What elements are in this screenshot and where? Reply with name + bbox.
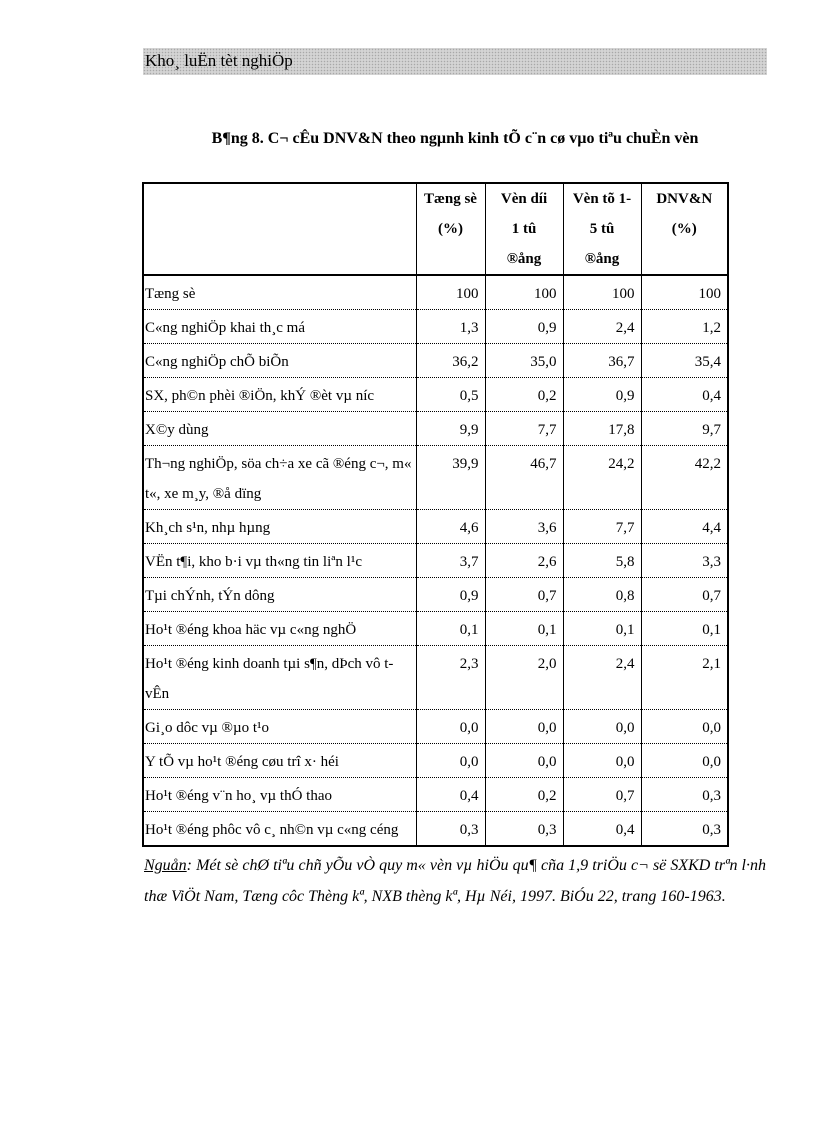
row-value: 0,9 — [416, 578, 485, 612]
row-value: 2,3 — [416, 646, 485, 710]
header-line: ®ång — [584, 251, 620, 267]
row-label: Gi¸o dôc vµ ®µo t¹o — [143, 710, 416, 744]
row-value: 0,4 — [416, 778, 485, 812]
header-line: Vèn díi — [500, 191, 548, 207]
table-row — [143, 710, 728, 744]
table-row — [143, 812, 728, 847]
row-value: 100 — [416, 275, 485, 310]
row-value: 17,8 — [563, 412, 641, 446]
table-row — [143, 378, 728, 412]
header-cell-dnvn — [641, 183, 728, 275]
row-label: Kh¸ch s¹n, nhµ hµng — [143, 510, 416, 544]
row-value: 0,1 — [416, 612, 485, 646]
row-value: 0,0 — [416, 744, 485, 778]
row-value: 0,7 — [563, 778, 641, 812]
row-label: X©y dùng — [143, 412, 416, 446]
page-header-text: Kho¸ luËn tèt nghiÖp — [145, 51, 293, 70]
row-value: 0,0 — [485, 744, 563, 778]
row-label: Th¬ng nghiÖp, söa ch÷a xe cã ®éng c¬, m« t«, xe m¸y, ®å dïng — [143, 446, 416, 510]
header-line — [419, 244, 483, 274]
row-label: SX, ph©n phèi ®iÖn, khÝ ®èt vµ níc — [143, 378, 416, 412]
row-label: Ho¹t ®éng khoa häc vµ c«ng nghÖ — [143, 612, 416, 646]
row-value: 1,2 — [641, 310, 728, 344]
row-value: 0,0 — [563, 710, 641, 744]
header-line: (%) — [438, 221, 463, 237]
row-value: 35,4 — [641, 344, 728, 378]
row-value: 1,3 — [416, 310, 485, 344]
data-table — [142, 182, 729, 847]
row-value: 0,7 — [641, 578, 728, 612]
row-label: VËn t¶i, kho b·i vµ th«ng tin liªn l¹c — [143, 544, 416, 578]
row-value: 0,0 — [563, 744, 641, 778]
row-label: C«ng nghiÖp khai th¸c má — [143, 310, 416, 344]
row-value: 36,7 — [563, 344, 641, 378]
row-value: 9,9 — [416, 412, 485, 446]
row-label: Tµi chÝnh, tÝn dông — [143, 578, 416, 612]
header-line: 1 tû — [511, 221, 537, 237]
row-value: 0,2 — [485, 778, 563, 812]
row-value: 0,7 — [485, 578, 563, 612]
row-value: 46,7 — [485, 446, 563, 510]
source-note — [144, 850, 766, 912]
table-row — [143, 778, 728, 812]
row-value: 0,3 — [641, 778, 728, 812]
row-value: 0,1 — [641, 612, 728, 646]
row-value: 0,0 — [641, 744, 728, 778]
row-value: 0,3 — [416, 812, 485, 847]
header-cell-total — [416, 183, 485, 275]
row-value: 0,9 — [563, 378, 641, 412]
table-row — [143, 510, 728, 544]
row-value: 2,4 — [563, 310, 641, 344]
table-body — [143, 275, 728, 846]
row-value: 3,7 — [416, 544, 485, 578]
header-cell-under-1b — [485, 183, 563, 275]
row-value: 7,7 — [485, 412, 563, 446]
row-value: 0,1 — [485, 612, 563, 646]
row-value: 3,6 — [485, 510, 563, 544]
row-label: Tæng sè — [143, 275, 416, 310]
row-value: 4,6 — [416, 510, 485, 544]
table-row — [143, 446, 728, 510]
row-label: Ho¹t ®éng kinh doanh tµi s¶n, dÞch vô t vÊn — [143, 646, 416, 710]
row-value: 2,6 — [485, 544, 563, 578]
row-value: 35,0 — [485, 344, 563, 378]
row-value: 0,4 — [563, 812, 641, 847]
row-value: 0,8 — [563, 578, 641, 612]
row-value: 7,7 — [563, 510, 641, 544]
header-cell-blank — [143, 183, 416, 275]
header-line: (%) — [671, 221, 697, 237]
row-value: 100 — [485, 275, 563, 310]
header-line: ®ång — [506, 251, 542, 267]
row-value: 5,8 — [563, 544, 641, 578]
table-row — [143, 275, 728, 310]
row-value: 0,5 — [416, 378, 485, 412]
row-value: 42,2 — [641, 446, 728, 510]
row-value: 0,3 — [641, 812, 728, 847]
table-header-row — [143, 183, 728, 275]
row-value: 4,4 — [641, 510, 728, 544]
row-value: 3,3 — [641, 544, 728, 578]
header-cell-1-5b — [563, 183, 641, 275]
row-value: 2,4 — [563, 646, 641, 710]
header-line: Vèn tõ 1- — [572, 191, 632, 207]
row-value: 0,4 — [641, 378, 728, 412]
table-row — [143, 310, 728, 344]
row-value: 100 — [563, 275, 641, 310]
row-value: 0,0 — [485, 710, 563, 744]
row-value: 9,7 — [641, 412, 728, 446]
row-value: 2,1 — [641, 646, 728, 710]
table-row — [143, 646, 728, 710]
row-value: 0,0 — [641, 710, 728, 744]
table-row — [143, 578, 728, 612]
table-row — [143, 544, 728, 578]
row-value: 0,1 — [563, 612, 641, 646]
row-label: Ho¹t ®éng phôc vô c¸ nh©n vµ c«ng céng — [145, 822, 399, 838]
row-label: Ho¹t ®éng v¨n ho¸ vµ thÓ thao — [143, 778, 416, 812]
row-value: 0,0 — [416, 710, 485, 744]
table-row — [143, 344, 728, 378]
header-line: 5 tû — [589, 221, 615, 237]
row-value: 36,2 — [416, 344, 485, 378]
row-value: 0,3 — [485, 812, 563, 847]
header-line: DNV&N — [656, 191, 713, 207]
row-value: 100 — [641, 275, 728, 310]
row-label: Y tÕ vµ ho¹t ®éng cøu trî x· héi — [143, 744, 416, 778]
source-text: : Mét sè chØ tiªu chñ yÕu vÒ quy m« vèn vµ hiÖu qu¶ cña 1,9 triÖu c¬ së SXKD trªn l·nh thæ ViÖt Nam, Tæng côc Thèng kª, NXB thèng kª, Hµ Néi, 1997. BiÓu 22, trang 160-1963. — [144, 857, 766, 905]
row-value: 2,0 — [485, 646, 563, 710]
table-row — [143, 612, 728, 646]
row-value: 0,9 — [485, 310, 563, 344]
table-row — [143, 744, 728, 778]
row-value: 24,2 — [563, 446, 641, 510]
table-title: B¶ng 8. C¬ cÊu DNV&N theo ngµnh kinh tÕ c¨n cø vµo tiªu chuÈn vèn — [211, 130, 699, 147]
header-line: Tæng sè — [424, 191, 477, 207]
table-row — [143, 412, 728, 446]
source-label: Nguån — [144, 857, 187, 874]
row-label: C«ng nghiÖp chÕ biÕn — [143, 344, 416, 378]
row-value: 39,9 — [416, 446, 485, 510]
row-value: 0,2 — [485, 378, 563, 412]
